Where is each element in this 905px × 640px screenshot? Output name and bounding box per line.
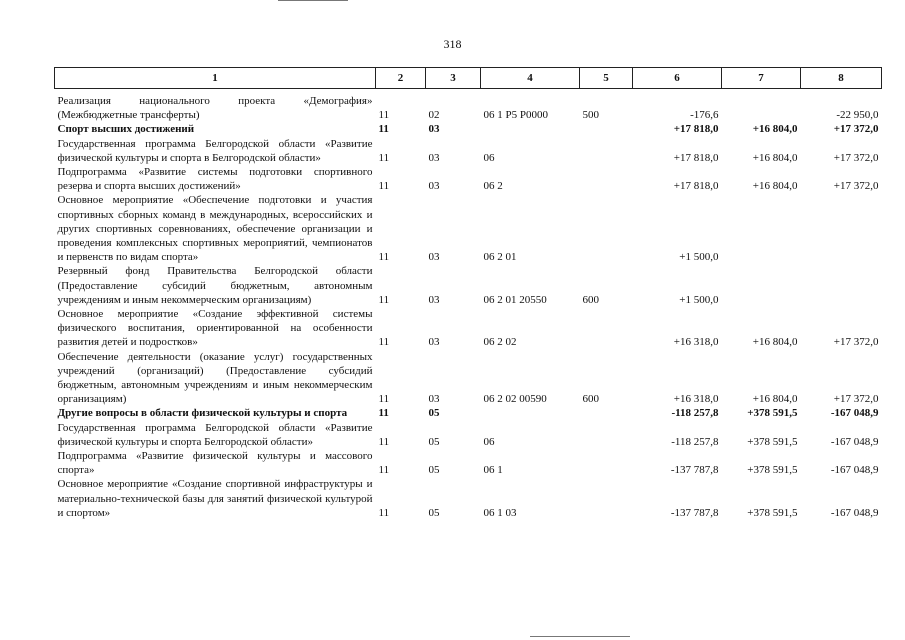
row-value-col7: +378 591,5 xyxy=(747,407,798,420)
row-section-code: 11 xyxy=(378,407,389,420)
table-body xyxy=(55,89,882,521)
scan-artifact xyxy=(530,636,630,637)
row-section-code: 11 xyxy=(378,336,390,349)
row-section-code: 11 xyxy=(378,180,390,193)
row-section-code: 11 xyxy=(378,464,390,477)
table-row xyxy=(55,137,882,165)
table-row xyxy=(55,89,882,123)
row-description: Другие вопросы в области физической культуры и спорта xyxy=(57,407,348,420)
row-expense-type-code xyxy=(580,137,633,165)
row-value-col6: +16 318,0 xyxy=(673,393,719,406)
row-section-code: 11 xyxy=(378,151,390,164)
row-target-article-code: 06 1 Р5 Р0000 xyxy=(483,109,548,122)
row-target-article-code: 06 xyxy=(483,151,495,164)
row-description: Основное мероприятие «Создание эффективной системы физического воспитания, ориентированной на особенности развития детей и подростков» xyxy=(57,308,373,349)
row-section-code: 11 xyxy=(378,506,390,519)
column-header: 3 xyxy=(426,68,481,89)
column-header: 7 xyxy=(722,68,801,89)
row-section-code: 11 xyxy=(378,435,390,448)
row-value-col8: +17 372,0 xyxy=(833,151,879,164)
row-subsection-code: 05 xyxy=(428,464,440,477)
budget-table xyxy=(54,67,882,520)
row-value-col6: -137 787,8 xyxy=(670,464,719,477)
row-subsection-code: 03 xyxy=(428,336,440,349)
row-description: Государственная программа Белгородской области «Развитие физической культуры и спорта Белгородской области» xyxy=(57,421,373,448)
table-row xyxy=(55,449,882,477)
row-value-col8: -167 048,9 xyxy=(830,407,879,420)
row-section-code: 11 xyxy=(378,109,390,122)
row-value-col8: +17 372,0 xyxy=(833,393,879,406)
row-description: Подпрограмма «Развитие системы подготовки спортивного резерва и спорта высших достижений» xyxy=(57,166,373,193)
row-target-article-code: 06 2 02 00590 xyxy=(483,393,547,406)
row-description: Государственная программа Белгородской области «Развитие физической культуры и спорта в Белгородской области» xyxy=(57,137,373,164)
table-row xyxy=(55,165,882,193)
row-value-col6: -118 257,8 xyxy=(671,435,719,448)
table-row xyxy=(55,122,882,136)
row-target-article-code xyxy=(481,406,580,420)
row-section-code: 11 xyxy=(378,251,390,264)
column-header: 6 xyxy=(633,68,722,89)
row-subsection-code: 05 xyxy=(428,435,440,448)
table-row xyxy=(55,307,882,350)
table-row xyxy=(55,477,882,520)
row-description: Подпрограмма «Развитие физической культуры и массового спорта» xyxy=(57,450,373,477)
row-description: Обеспечение деятельности (оказание услуг) государственных учреждений (организаций) (Предоставление субсидий бюджетным, автономным учреждениям и иным некоммерческим организациям) xyxy=(57,350,373,406)
table-header-row xyxy=(55,68,882,89)
row-target-article-code: 06 2 01 20550 xyxy=(483,293,547,306)
row-subsection-code: 03 xyxy=(428,123,440,136)
row-value-col6: -176,6 xyxy=(690,109,719,122)
row-value-col6: -118 257,8 xyxy=(671,407,719,420)
row-description: Резервный фонд Правительства Белгородской области (Предоставление субсидий бюджетным, автономным учреждениям и иным некоммерческим организациям) xyxy=(57,265,373,306)
row-value-col7: +16 804,0 xyxy=(752,123,798,136)
row-value-col7: +16 804,0 xyxy=(752,151,798,164)
row-expense-type-code: 600 xyxy=(582,293,599,306)
column-header: 2 xyxy=(376,68,426,89)
row-expense-type-code xyxy=(580,307,633,350)
row-value-col7 xyxy=(722,193,801,264)
table-row xyxy=(55,421,882,449)
row-value-col7 xyxy=(722,89,801,123)
row-target-article-code: 06 1 xyxy=(483,464,503,477)
row-value-col7: +378 591,5 xyxy=(747,464,798,477)
row-expense-type-code xyxy=(580,193,633,264)
page-number: 318 xyxy=(443,37,462,51)
row-value-col7: +378 591,5 xyxy=(747,506,798,519)
row-value-col8: -167 048,9 xyxy=(830,435,879,448)
row-target-article-code xyxy=(481,122,580,136)
table-row xyxy=(55,350,882,407)
table-row xyxy=(55,264,882,307)
row-subsection-code: 03 xyxy=(428,151,440,164)
row-expense-type-code xyxy=(580,421,633,449)
row-value-col6: -137 787,8 xyxy=(670,506,719,519)
row-subsection-code: 05 xyxy=(428,506,440,519)
row-value-col8: -22 950,0 xyxy=(836,109,879,122)
scan-artifact xyxy=(278,0,348,1)
row-value-col6: +17 818,0 xyxy=(673,180,719,193)
row-value-col6: +16 318,0 xyxy=(673,336,719,349)
row-target-article-code: 06 2 02 xyxy=(483,336,517,349)
column-header: 5 xyxy=(580,68,633,89)
row-target-article-code: 06 xyxy=(483,435,495,448)
table-row xyxy=(55,193,882,264)
row-value-col8: +17 372,0 xyxy=(833,336,879,349)
row-description: Спорт высших достижений xyxy=(57,123,195,136)
row-section-code: 11 xyxy=(378,123,389,136)
row-target-article-code: 06 2 01 xyxy=(483,251,517,264)
row-expense-type-code xyxy=(580,449,633,477)
table-row xyxy=(55,406,882,420)
row-expense-type-code xyxy=(580,406,633,420)
column-header: 1 xyxy=(55,68,376,89)
row-subsection-code: 03 xyxy=(428,251,440,264)
row-value-col6: +17 818,0 xyxy=(673,123,719,136)
row-expense-type-code xyxy=(580,477,633,520)
row-value-col7 xyxy=(722,264,801,307)
row-expense-type-code xyxy=(580,122,633,136)
row-value-col6: +1 500,0 xyxy=(679,251,719,264)
row-value-col8 xyxy=(801,264,882,307)
row-value-col6: +1 500,0 xyxy=(679,293,719,306)
row-expense-type-code: 500 xyxy=(582,109,599,122)
column-header: 4 xyxy=(481,68,580,89)
row-section-code: 11 xyxy=(378,293,390,306)
column-header: 8 xyxy=(801,68,882,89)
row-value-col7: +16 804,0 xyxy=(752,393,798,406)
row-value-col7: +378 591,5 xyxy=(747,435,798,448)
row-target-article-code: 06 1 03 xyxy=(483,506,517,519)
row-value-col7: +16 804,0 xyxy=(752,180,798,193)
row-value-col8: +17 372,0 xyxy=(833,123,879,136)
row-value-col8: +17 372,0 xyxy=(833,180,879,193)
row-subsection-code: 03 xyxy=(428,393,440,406)
row-value-col7: +16 804,0 xyxy=(752,336,798,349)
row-value-col8 xyxy=(801,193,882,264)
row-description: Основное мероприятие «Обеспечение подготовки и участия спортивных сборных команд в международных, всероссийских и других спортивных соревнованиях, обеспечение организации и проведения комплексных спортивных мероприятий, чемпионатов и первенств по видам спорта» xyxy=(57,194,373,264)
row-subsection-code: 03 xyxy=(428,180,440,193)
row-section-code: 11 xyxy=(378,393,390,406)
row-value-col8: -167 048,9 xyxy=(830,506,879,519)
row-value-col6: +17 818,0 xyxy=(673,151,719,164)
row-description: Основное мероприятие «Создание спортивной инфраструктуры и материально-технической базы для занятий физической культурой и спортом» xyxy=(57,478,373,519)
row-subsection-code: 03 xyxy=(428,293,440,306)
row-description: Реализация национального проекта «Демография» (Межбюджетные трансферты) xyxy=(57,95,373,122)
row-target-article-code: 06 2 xyxy=(483,180,503,193)
row-expense-type-code xyxy=(580,165,633,193)
row-expense-type-code: 600 xyxy=(582,393,599,406)
row-subsection-code: 02 xyxy=(428,109,440,122)
row-value-col8: -167 048,9 xyxy=(830,464,879,477)
row-subsection-code: 05 xyxy=(428,407,440,420)
